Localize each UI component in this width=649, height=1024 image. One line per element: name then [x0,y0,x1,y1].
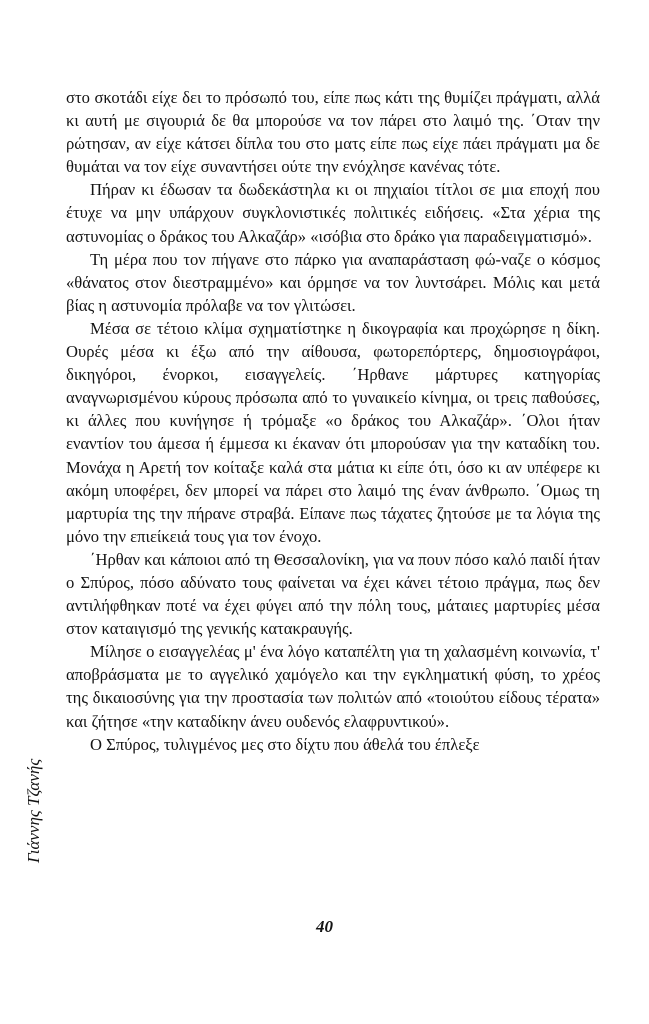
paragraph-6: Μίλησε ο εισαγγελέας μ' ένα λόγο καταπέλτη για τη χαλασμένη κοινωνία, τ' αποβράσματα με το αγγελικό χαμόγελο και την εγκληματική φύση, το χρέος της δικαιοσύνης για την προστασία των πολιτών από «τοιούτου είδους τέρατα» και ζήτησε «την καταδίκην άνευ ουδενός ελαφρυντικού». [66,642,600,731]
running-head-author: Γιάννης Τζανής [24,758,43,864]
body-text [66,86,600,756]
paragraph-4: Μέσα σε τέτοιο κλίμα σχηματίστηκε η δικογραφία και προχώρησε η δίκη. Ουρές μέσα κι έξω από την αίθουσα, φωτορεπόρτερς, δημοσιογράφοι, δικηγόροι, ένορκοι, εισαγγελείς. ΄Ηρθανε μάρτυρες κατηγορίας αναγνωρισμένου κύρους πρόσωπα από το γυναικείο κίνημα, οι τρεις παθούσες, κι άλλες που κυνήγησε ή τρόμαξε «ο δράκος του Αλκαζάρ». ΄Ολοι ήταν εναντίον του άμεσα ή έμμεσα κι έκαναν ότι μπορούσαν για την καταδίκη του. Μονάχα η Αρετή τον κοίταξε καλά στα μάτια κι είπε ότι, όσο κι αν υπέφερε κι ακόμη υποφέρει, δεν μπορεί να πάρει στο λαιμό της έναν άνθρωπο. ΄Ομως τη μαρτυρία της την πήρανε στραβά. Είπανε πως τάχατες ζητούσε με τα λόγια της μόνο την επιείκειά τους για τον ένοχο. [66,318,600,546]
paragraph-7: Ο Σπύρος, τυλιγμένος μες στο δίχτυ που άθελά του έπλεξε [90,734,480,754]
paragraph-2: Πήραν κι έδωσαν τα δωδεκάστηλα κι οι πηχιαίοι τίτλοι σε μια εποχή που έτυχε να μην υπάρχουν συγκλονιστικές πολιτικές ειδήσεις. «Στα χέρια της αστυνομίας ο δράκος του Αλκαζάρ» «ισόβια στο δράκο για παραδειγματισμό». [66,180,600,246]
paragraph-5: ΄Ηρθαν και κάποιοι από τη Θεσσαλονίκη, για να πουν πόσο καλό παιδί ήταν ο Σπύρος, πόσο αδύνατο τους φαίνεται να έχει κάνει τέτοιο πράγμα, πως δεν αντιλήφθηκαν ποτέ να έχει φύγει από την πόλη τους, μάταιες μαρτυρίες μέσα στον καταιγισμό της γενικής κατακραυγής. [66,549,600,639]
paragraph-1: στο σκοτάδι είχε δει το πρόσωπό του, είπε πως κάτι της θυμίζει πράγματι, αλλά κι αυτή με σιγουριά δε θα μπορούσε να τον πάρει στο λαιμό της. ΄Οταν την ρώτησαν, αν είχε κάτσει δίπλα του στο ματς είπε πως είχε πάει πράγματι μα δε θυμάται να τον είχε συναντήσει ούτε την ενόχλησε κανένας τότε. [66,88,600,177]
paragraph-3: Τη μέρα που τον πήγανε στο πάρκο για αναπαράσταση φώ-ναζε ο κόσμος «θάνατος στον διεστραμμένο» και όρμησε να τον λυντσάρει. Μόλις και μετά βίας η αστυνομία πρόλαβε να τον γλιτώσει. [66,249,600,315]
page-number: 40 [316,917,333,936]
